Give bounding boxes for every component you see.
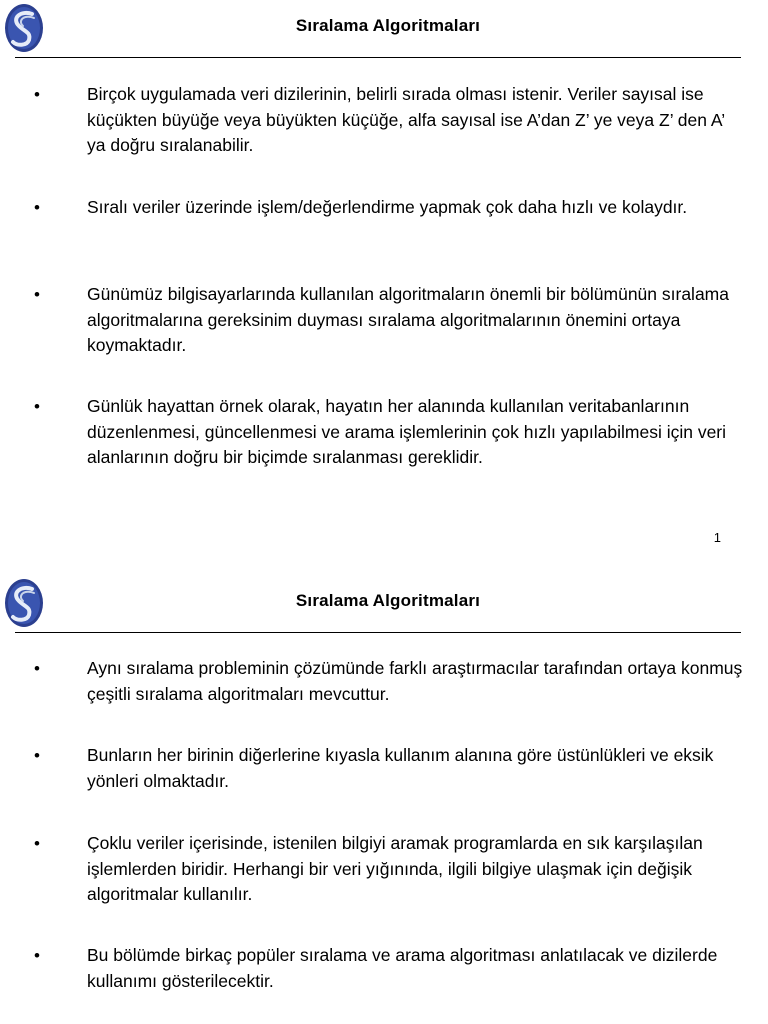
bullet-text: Günümüz bilgisayarlarında kullanılan algoritmaların önemli bir bölümünün sıralama algoritmalarına gereksinim duyması sıralama algoritmalarının önemini ortaya koymaktadır. <box>87 284 729 355</box>
slide-2 <box>0 575 768 1024</box>
bullet-text: Çoklu veriler içerisinde, istenilen bilgiyi aramak programlarda en sık karşılaşılan işlemlerden biridir. Herhangi bir veri yığınında, ilgili bilgiye ulaşmak için değişik algoritmalar kullanılır. <box>87 833 703 904</box>
bullet-marker: • <box>34 85 40 104</box>
bullet-marker: • <box>34 946 40 965</box>
bullet-marker: • <box>34 746 40 765</box>
bullet-marker: • <box>34 285 40 304</box>
page-number: 1 <box>713 530 721 545</box>
title-divider <box>15 632 741 633</box>
bullet-marker: • <box>34 834 40 853</box>
bullet-marker: • <box>34 198 40 217</box>
bullet-text: Bunların her birinin diğerlerine kıyasla kullanım alanına göre üstünlükleri ve eksik yönleri olmaktadır. <box>87 745 714 791</box>
slide-title: Sıralama Algoritmaları <box>295 591 481 610</box>
bullet-text: Aynı sıralama probleminin çözümünde farklı araştırmacılar tarafından ortaya konmuş çeşitli sıralama algoritmaları mevcuttur. <box>87 658 743 704</box>
bullet-marker: • <box>34 397 40 416</box>
bullet-text: Bu bölümde birkaç popüler sıralama ve arama algoritması anlatılacak ve dizilerde kullanımı gösterilecektir. <box>87 945 718 991</box>
bullet-marker: • <box>34 659 40 678</box>
bullet-text: Günlük hayattan örnek olarak, hayatın her alanında kullanılan veritabanlarının düzenlenmesi, güncellenmesi ve arama işlemlerinin çok hızlı yapılabilmesi için veri alanlarının doğru bir biçimde sıralanması gereklidir. <box>87 396 727 467</box>
slide-title: Sıralama Algoritmaları <box>295 16 481 35</box>
title-divider <box>15 57 741 58</box>
bullet-text: Sıralı veriler üzerinde işlem/değerlendirme yapmak çok daha hızlı ve kolaydır. <box>87 197 688 217</box>
bullet-text: Birçok uygulamada veri dizilerinin, belirli sırada olması istenir. Veriler sayısal ise küçükten büyüğe veya büyükten küçüğe, alfa sayısal ise A’dan Z’ ye veya Z’ den A’ ya doğru sıralanabilir. <box>87 84 725 155</box>
